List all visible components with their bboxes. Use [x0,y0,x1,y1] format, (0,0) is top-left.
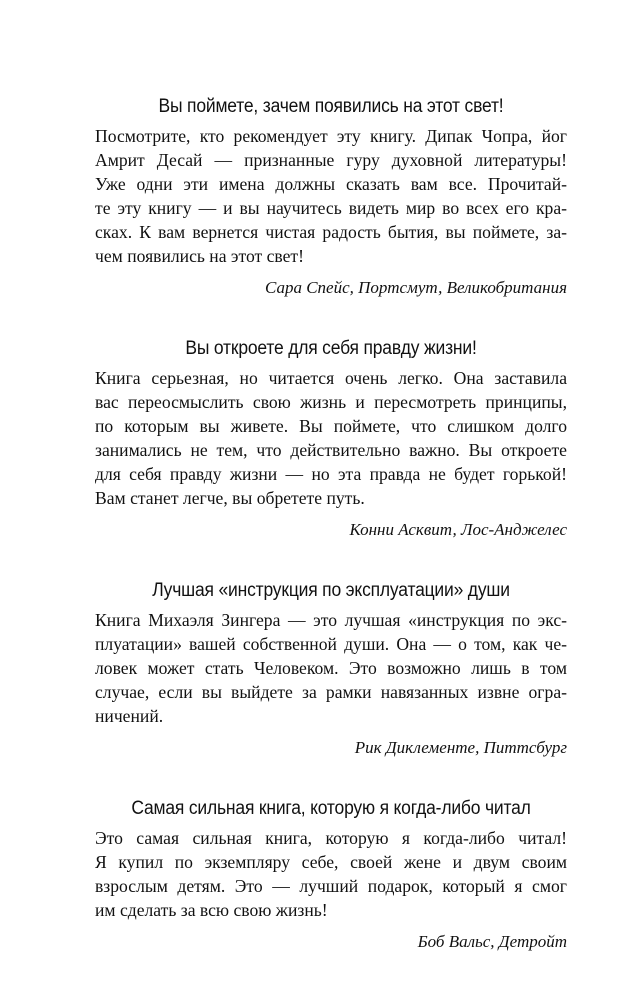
review-author: Конни Асквит, Лос-Анджелес [349,520,567,539]
text-line: занимались не тем, что действительно важно. Вы откроете [95,440,567,460]
review-1 [95,96,567,298]
review-text [95,826,567,922]
review-heading: Самая сильная книга, которую я когда-либо читал [131,798,531,819]
review-heading: Вы поймете, зачем появились на этот свет! [158,96,504,117]
text-line: случае, если вы выйдете за рамки навязанных извне огра- [95,682,567,702]
text-line: по которым вы живете. Вы поймете, что слишком долго [95,416,567,436]
text-line: Вам станет легче, вы обретете путь. [95,488,365,508]
text-line: ничений. [95,706,164,726]
text-line: Посмотрите, кто рекомендует эту книгу. Дипак Чопра, йог [95,126,567,146]
book-page [95,96,567,992]
text-line: ловек может стать Человеком. Это возможно лишь в том [95,658,567,678]
text-line: Книга Михаэля Зингера — это лучшая «инструкция по экс- [95,610,567,630]
text-line: Амрит Десай — признанные гуру духовной литературы! [95,150,567,170]
review-heading: Вы откроете для себя правду жизни! [185,338,477,359]
text-line: чем появились на этот свет! [95,246,304,266]
review-text [95,124,567,268]
text-line: те эту книгу — и вы научитесь видеть мир во всех его кра- [95,198,567,218]
review-author: Боб Вальс, Детройт [417,932,567,951]
text-line: Книга серьезная, но читается очень легко. Она заставила [95,368,567,388]
review-4 [95,798,567,952]
review-text [95,608,567,728]
text-line: Уже одни эти имена должны сказать вам все. Прочитай- [95,174,567,194]
text-line: Я купил по экземпляру себе, своей жене и двум своим [95,852,567,872]
text-line: плуатации» вашей собственной души. Она — о том, как че- [95,634,567,654]
review-2 [95,338,567,540]
review-author: Сара Спейс, Портсмут, Великобритания [265,278,567,297]
text-line: им сделать за всю свою жизнь! [95,900,328,920]
text-line: сках. К вам вернется чистая радость бытия, вы поймете, за- [95,222,567,242]
review-text [95,366,567,510]
text-line: для себя правду жизни — но эта правда не будет горькой! [95,464,567,484]
review-heading: Лучшая «инструкция по эксплуатации» души [152,580,510,601]
text-line: Это самая сильная книга, которую я когда-либо читал! [95,828,567,848]
review-author: Рик Диклементе, Питтсбург [354,738,567,757]
text-line: взрослым детям. Это — лучший подарок, который я смог [95,876,567,896]
text-line: вас переосмыслить свою жизнь и пересмотреть принципы, [95,392,567,412]
review-3 [95,580,567,758]
